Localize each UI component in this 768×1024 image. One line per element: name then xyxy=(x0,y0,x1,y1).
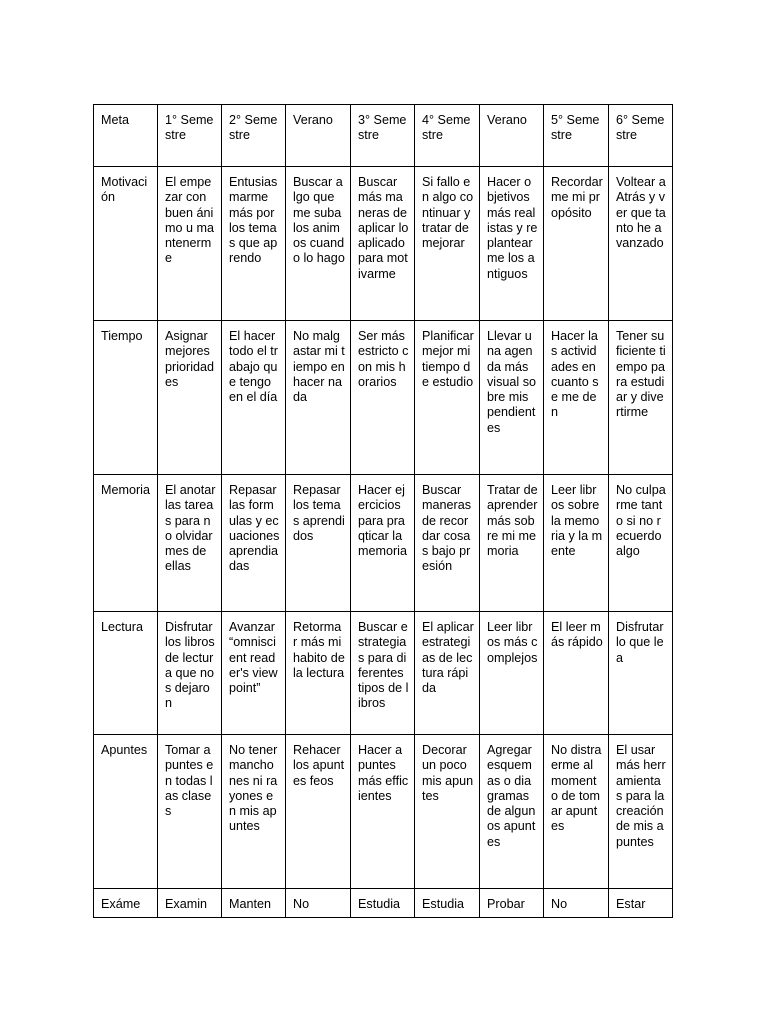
table-cell: No tener manchones ni rayones en mis apuntes xyxy=(222,735,286,889)
table-cell: Estar xyxy=(609,889,673,918)
column-header: 4° Semestre xyxy=(415,105,480,167)
table-cell: Estudia xyxy=(415,889,480,918)
table-cell: Repasar los temas aprendidos xyxy=(286,475,351,612)
table-cell: Buscar algo que me suba los animos cuando lo hago xyxy=(286,167,351,321)
row-label: Motivación xyxy=(94,167,158,321)
table-cell: No malgastar mi tiempo en hacer nada xyxy=(286,321,351,475)
table-cell: Ser más estricto con mis horarios xyxy=(351,321,415,475)
table-row xyxy=(94,889,673,918)
table-cell: Avanzar “omniscient reader's viewpoint” xyxy=(222,612,286,735)
column-header: Verano xyxy=(480,105,544,167)
table-row xyxy=(94,321,673,475)
table-cell: Leer libros más complejos xyxy=(480,612,544,735)
table-cell: Decorar un poco mis apuntes xyxy=(415,735,480,889)
table-cell: Retormar más mi habito de la lectura xyxy=(286,612,351,735)
table-cell: Disfrutar los libros de lectura que nos dejaron xyxy=(158,612,222,735)
row-label: Memoria xyxy=(94,475,158,612)
table-cell: Rehacer los apuntes feos xyxy=(286,735,351,889)
table-cell: El empezar con buen ánimo u mantenerme xyxy=(158,167,222,321)
table-cell: Hacer ejercicios para praqticar la memoria xyxy=(351,475,415,612)
row-label: Exáme xyxy=(94,889,158,918)
table-cell: Buscar estrategias para diferentes tipos de libros xyxy=(351,612,415,735)
table-cell: Examin xyxy=(158,889,222,918)
table-row xyxy=(94,735,673,889)
table-cell: El hacer todo el trabajo que tengo en el día xyxy=(222,321,286,475)
table-cell: El aplicar estrategias de lectura rápida xyxy=(415,612,480,735)
table-cell: No xyxy=(286,889,351,918)
table-cell: El usar más herramientas para la creación de mis apuntes xyxy=(609,735,673,889)
table-cell: Planificar mejor mi tiempo de estudio xyxy=(415,321,480,475)
header-row xyxy=(94,105,673,167)
table-cell: Buscar maneras de recordar cosas bajo presión xyxy=(415,475,480,612)
table-cell: Leer libros sobre la memoria y la mente xyxy=(544,475,609,612)
row-label: Lectura xyxy=(94,612,158,735)
table-row xyxy=(94,167,673,321)
table-cell: Agregar esquemas o diagramas de algunos apuntes xyxy=(480,735,544,889)
table-cell: Tener suficiente tiempo para estudiar y divertirme xyxy=(609,321,673,475)
table-cell: Manten xyxy=(222,889,286,918)
table-cell: El anotar las tareas para no olvidarmes de ellas xyxy=(158,475,222,612)
column-header: 1° Semestre xyxy=(158,105,222,167)
row-label: Tiempo xyxy=(94,321,158,475)
column-header: 2° Semestre xyxy=(222,105,286,167)
column-header: 5° Semestre xyxy=(544,105,609,167)
table-cell: Disfrutar lo que lea xyxy=(609,612,673,735)
table-cell: Estudia xyxy=(351,889,415,918)
column-header: 3° Semestre xyxy=(351,105,415,167)
column-header: Meta xyxy=(94,105,158,167)
table-cell: Hacer las actividades en cuanto se me den xyxy=(544,321,609,475)
table-body xyxy=(94,105,673,918)
table-cell: Probar xyxy=(480,889,544,918)
table-cell: Voltear a Atrás y ver que tanto he avanzado xyxy=(609,167,673,321)
table-cell: Entusiasmarme más por los temas que aprendo xyxy=(222,167,286,321)
table-cell: No xyxy=(544,889,609,918)
table-cell: Repasar las formulas y ecuaciones aprendiadas xyxy=(222,475,286,612)
table-cell: Hacer apuntes más efficientes xyxy=(351,735,415,889)
table-row xyxy=(94,612,673,735)
table-cell: El leer más rápido xyxy=(544,612,609,735)
column-header: Verano xyxy=(286,105,351,167)
table-cell: No distraerme al momento de tomar apuntes xyxy=(544,735,609,889)
table-cell: Si fallo en algo continuar y tratar de mejorar xyxy=(415,167,480,321)
column-header: 6° Semestre xyxy=(609,105,673,167)
table-cell: Hacer objetivos más realistas y replantearme los antiguos xyxy=(480,167,544,321)
table-cell: Asignar mejores prioridades xyxy=(158,321,222,475)
table-row xyxy=(94,475,673,612)
table-cell: Buscar más maneras de aplicar lo aplicado para motivarme xyxy=(351,167,415,321)
table-cell: Recordarme mi propósito xyxy=(544,167,609,321)
table-cell: Tomar apuntes en todas las clases xyxy=(158,735,222,889)
table-cell: No culparme tanto si no recuerdo algo xyxy=(609,475,673,612)
goals-table xyxy=(93,104,673,918)
table-cell: Tratar de aprender más sobre mi memoria xyxy=(480,475,544,612)
table-cell: Llevar una agenda más visual sobre mis pendientes xyxy=(480,321,544,475)
row-label: Apuntes xyxy=(94,735,158,889)
